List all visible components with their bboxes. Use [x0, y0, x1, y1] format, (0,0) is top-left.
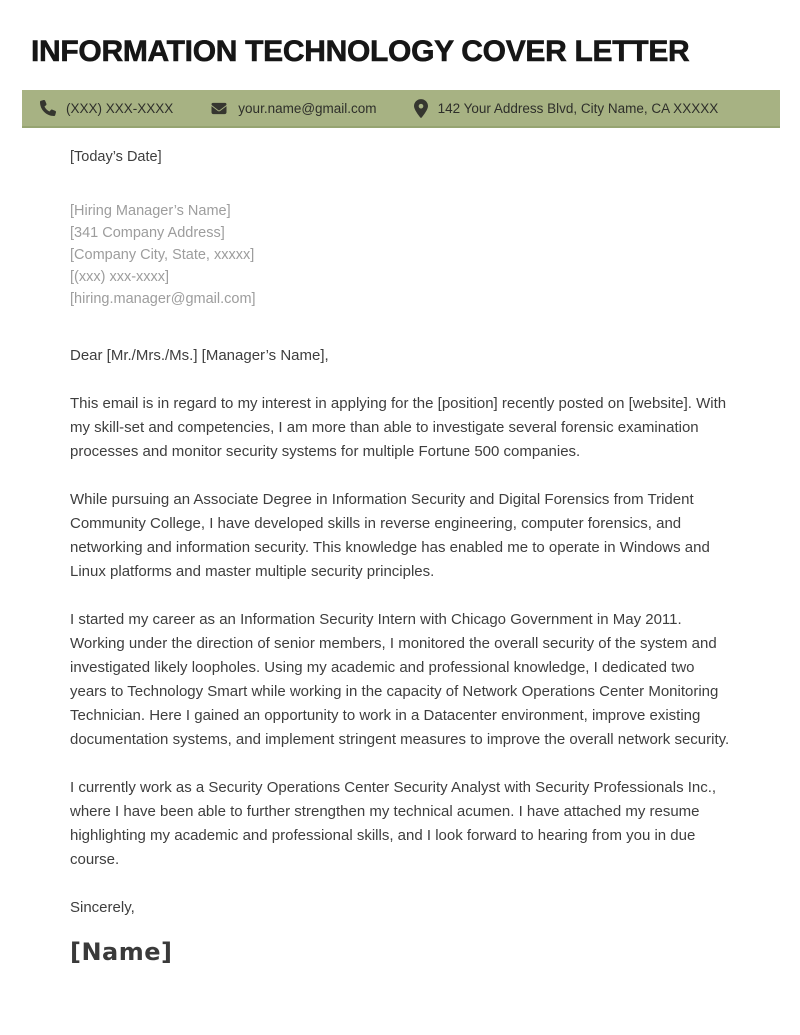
recipient-line: [Hiring Manager’s Name]	[70, 203, 231, 219]
contact-address	[414, 99, 719, 118]
paragraph-3: I started my career as an Information Security Intern with Chicago Government in May 2011. Working under the direction of senior members, I monitored the overall security of the system and investigated likely loopholes. Using my academic and professional knowledge, I dedicated two years to Technology Smart while working in the capacity of Network Operations Center Monitoring Technician. Here I gained an opportunity to work in a Datacenter environment, improve existing documentation systems, and implement stringent measures to improve the overall network security.	[70, 611, 730, 748]
contact-bar	[22, 90, 780, 128]
recipient-line: [hiring.manager@gmail.com]	[70, 291, 256, 307]
recipient-line: [Company City, State, xxxxx]	[70, 247, 255, 263]
envelope-icon	[210, 101, 228, 116]
salutation: Dear [Mr./Mrs./Ms.] [Manager’s Name],	[70, 347, 329, 364]
letter-body	[70, 146, 730, 964]
contact-email-text: your.name@gmail.com	[238, 100, 377, 116]
paragraph-4: I currently work as a Security Operations Center Security Analyst with Security Professionals Inc., where I have been able to further strengthen my technical acumen. I have attached my resume highlighting my academic and professional skills, and I look forward to hearing from you in due course.	[70, 779, 717, 868]
closing: Sincerely,	[70, 899, 135, 916]
recipient-line: [(xxx) xxx-xxxx]	[70, 269, 170, 285]
signature-name: [Name]	[70, 938, 173, 966]
recipient-line: [341 Company Address]	[70, 225, 225, 241]
contact-phone	[40, 100, 173, 116]
location-pin-icon	[414, 99, 428, 118]
letter-date: [Today’s Date]	[70, 149, 162, 165]
paragraph-1: This email is in regard to my interest in applying for the [position] recently posted on [website]. With my skill-set and competencies, I am more than able to investigate several forensic examination processes and monitor security systems for multiple Fortune 500 companies.	[70, 395, 727, 460]
contact-phone-text: (XXX) XXX-XXXX	[66, 100, 174, 116]
contact-email	[210, 101, 376, 116]
contact-address-text: 142 Your Address Blvd, City Name, CA XXXXX	[437, 100, 719, 116]
phone-icon	[40, 100, 56, 116]
recipient-block	[70, 200, 730, 310]
paragraph-2: While pursuing an Associate Degree in Information Security and Digital Forensics from Trident Community College, I have developed skills in reverse engineering, computer forensics, and networking and information security. This knowledge has enabled me to operate in Windows and Linux platforms and master multiple security principles.	[70, 491, 710, 580]
page-title: INFORMATION TECHNOLOGY COVER LETTER	[31, 35, 690, 68]
